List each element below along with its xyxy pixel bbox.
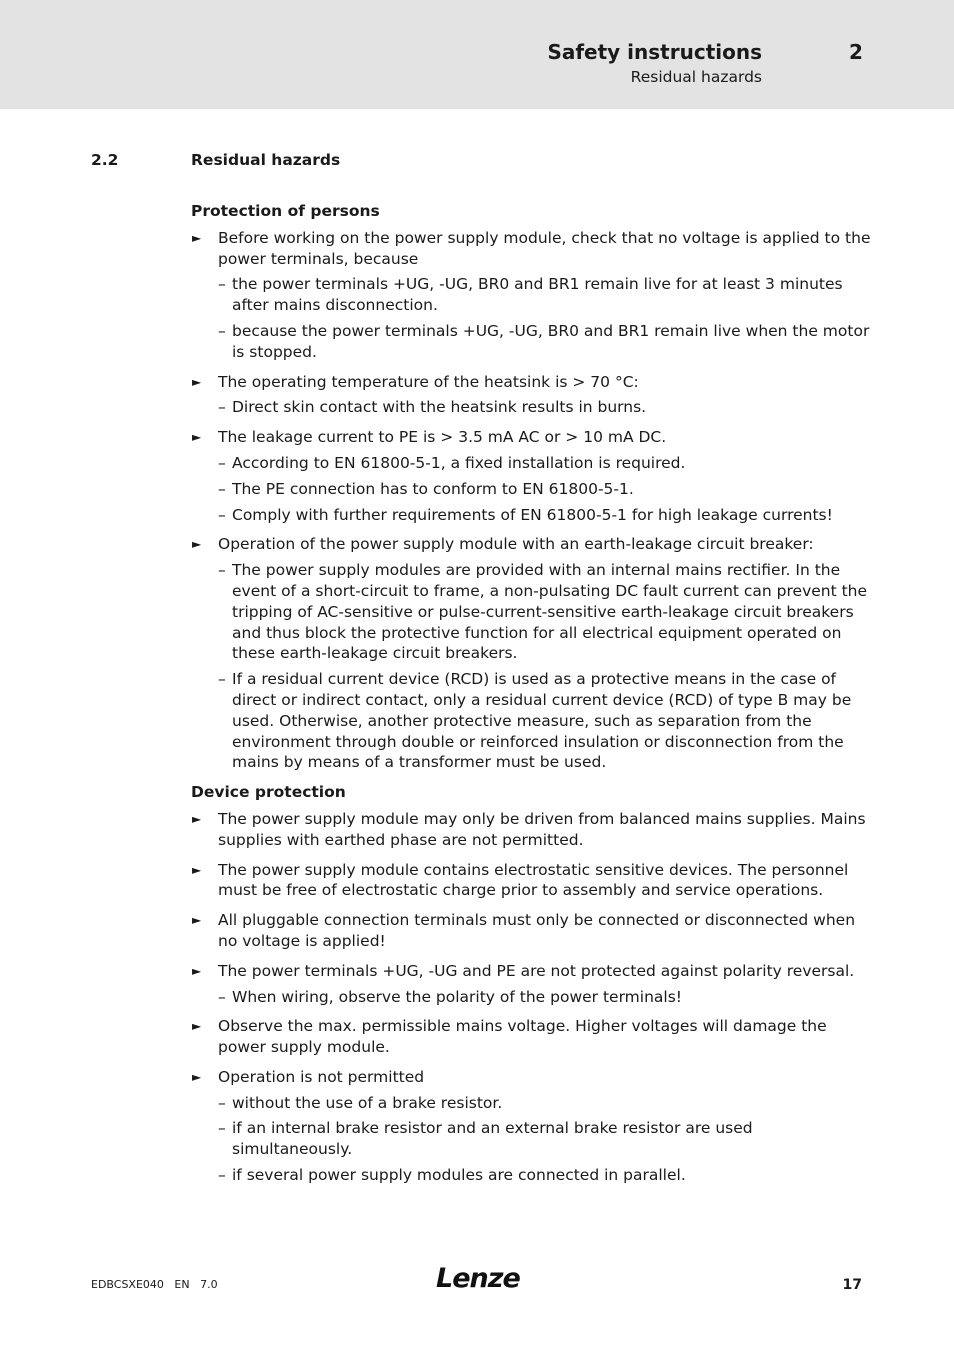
dash-marker: – xyxy=(218,453,226,472)
triangle-right-icon: ► xyxy=(192,537,202,552)
subheading-protection-of-persons: Protection of persons xyxy=(191,202,380,220)
list-item-text: All pluggable connection terminals must only be connected or disconnected when no voltage is applied! xyxy=(218,911,856,950)
dash-marker: – xyxy=(218,670,226,689)
list-item-text: Observe the max. permissible mains voltage. Higher voltages will damage the power supply module. xyxy=(218,1017,827,1057)
list-item-text: Operation is not permitted xyxy=(218,1067,425,1086)
list-item xyxy=(191,961,871,1008)
triangle-right-icon: ► xyxy=(192,963,202,978)
sub-list-item-text: because the power terminals +UG, -UG, BR0 and BR1 remain live when the motor is stopped. xyxy=(232,321,870,361)
dash-marker: – xyxy=(218,1166,226,1185)
list-item xyxy=(191,1016,871,1058)
dash-marker: – xyxy=(218,398,226,417)
triangle-right-icon: ► xyxy=(192,374,202,389)
section-title: Residual hazards xyxy=(191,151,341,169)
dash-marker: – xyxy=(218,321,226,340)
list-item-text: The leakage current to PE is > 3.5 mA AC or > 10 mA DC. xyxy=(218,428,667,447)
list-item xyxy=(191,1067,871,1186)
subheading-device-protection: Device protection xyxy=(191,783,346,802)
header-subtitle: Residual hazards xyxy=(630,68,762,86)
sub-list-item xyxy=(218,321,871,363)
list-item xyxy=(191,809,871,851)
triangle-right-icon: ► xyxy=(192,230,202,245)
dash-marker: – xyxy=(218,1119,226,1138)
header-title: Safety instructions xyxy=(547,40,762,64)
triangle-right-icon: ► xyxy=(192,430,202,445)
triangle-right-icon: ► xyxy=(192,811,202,826)
dash-marker: – xyxy=(218,479,226,498)
sub-list-item-text: the power terminals +UG, -UG, BR0 and BR1 remain live for at least 3 minutes after mains disconnection. xyxy=(232,275,843,315)
list-item-text: Before working on the power supply module, check that no voltage is applied to the power terminals, because xyxy=(218,228,871,268)
section-number: 2.2 xyxy=(91,151,119,169)
dash-marker: – xyxy=(218,1093,226,1112)
list-item xyxy=(191,427,871,525)
sub-list-item xyxy=(218,479,871,500)
sub-list-item xyxy=(218,505,871,526)
sub-list-item xyxy=(218,453,871,474)
dash-marker: – xyxy=(218,275,226,294)
triangle-right-icon: ► xyxy=(192,913,202,928)
sub-list-item xyxy=(218,274,871,316)
sub-list-item-text: If a residual current device (RCD) is used as a protective means in the case of direct or indirect contact, only a residual current device (RCD) of type B may be used. Otherwise, another protective measure, such as separation from the environment through double or reinforced insulation or disconnection from the mains by means of a transformer must be used. xyxy=(232,670,852,772)
sub-list-item-text: According to EN 61800-5-1, a fixed installation is required. xyxy=(232,453,686,472)
document-code: EDBCSXE040 EN 7.0 xyxy=(91,1278,218,1291)
list-item-text: The power supply module may only be driven from balanced mains supplies. Mains supplies with earthed phase are not permitted. xyxy=(218,809,866,849)
triangle-right-icon: ► xyxy=(192,1069,202,1084)
sub-list-item xyxy=(218,1165,871,1186)
sub-list-item xyxy=(218,397,871,418)
page-number: 17 xyxy=(842,1277,862,1293)
sub-list-item-text: The power supply modules are provided with an internal mains rectifier. In the event of a short-circuit to frame, a non-pulsating DC fault current can prevent the tripping of AC-sensitive or pulse-current-sensitive earth-leakage circuit breakers and thus block the protective function for all electrical equipment operated on these earth-leakage circuit breakers. xyxy=(232,561,868,663)
sub-list-item-text: Direct skin contact with the heatsink results in burns. xyxy=(232,398,647,417)
chapter-number: 2 xyxy=(849,40,863,64)
triangle-right-icon: ► xyxy=(192,1019,202,1034)
sub-list-item-text: without the use of a brake resistor. xyxy=(232,1093,503,1112)
main-content xyxy=(191,201,871,1195)
list-item xyxy=(191,372,871,419)
list-item-text: The operating temperature of the heatsink is > 70 °C: xyxy=(218,372,639,391)
triangle-right-icon: ► xyxy=(192,862,202,877)
sub-list-item-text: if an internal brake resistor and an external brake resistor are used simultaneously. xyxy=(232,1119,753,1159)
list-item xyxy=(191,860,871,902)
sub-list-item-text: When wiring, observe the polarity of the power terminals! xyxy=(232,987,683,1006)
lenze-logo: Lenze xyxy=(436,1263,520,1294)
sub-list-item xyxy=(218,1118,871,1160)
list-item xyxy=(191,910,871,952)
sub-list-item xyxy=(218,669,871,773)
list-item-text: The power terminals +UG, -UG and PE are not protected against polarity reversal. xyxy=(218,961,855,980)
sub-list-item-text: The PE connection has to conform to EN 61800-5-1. xyxy=(232,479,634,498)
sub-list-item-text: if several power supply modules are connected in parallel. xyxy=(232,1166,686,1185)
dash-marker: – xyxy=(218,987,226,1006)
sub-list-item xyxy=(218,560,871,664)
list-item-text: Operation of the power supply module with an earth-leakage circuit breaker: xyxy=(218,535,814,554)
sub-list-item-text: Comply with further requirements of EN 61800-5-1 for high leakage currents! xyxy=(232,505,833,524)
header-band xyxy=(0,0,954,109)
dash-marker: – xyxy=(218,505,226,524)
list-item xyxy=(191,534,871,773)
sub-list-item xyxy=(218,1093,871,1114)
sub-list-item xyxy=(218,987,871,1008)
dash-marker: – xyxy=(218,561,226,580)
list-item xyxy=(191,228,871,363)
list-item-text: The power supply module contains electrostatic sensitive devices. The personnel must be free of electrostatic charge prior to assembly and service operations. xyxy=(218,860,849,900)
